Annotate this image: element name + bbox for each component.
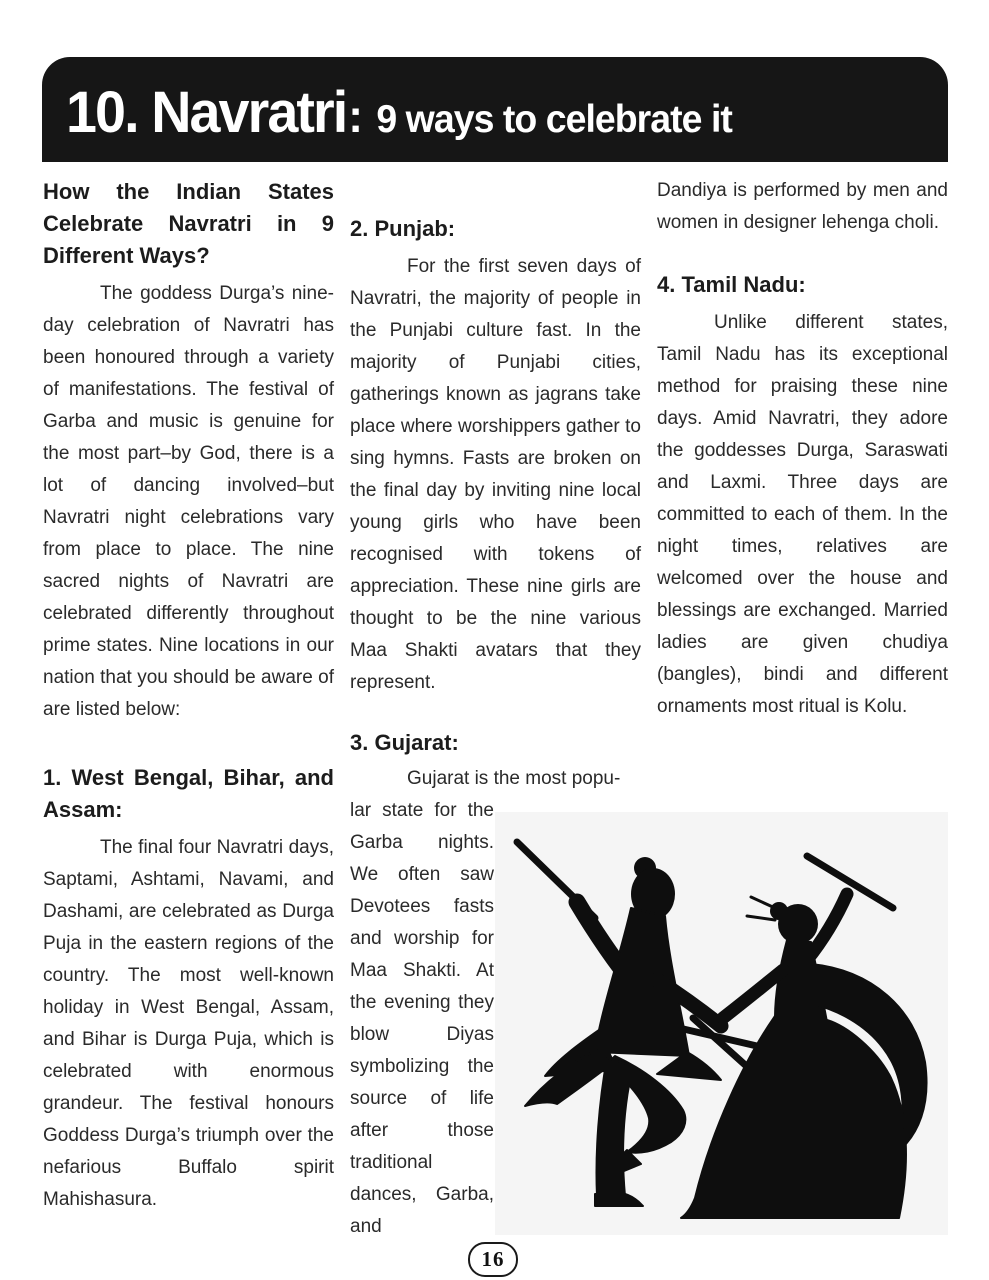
section-heading-west-bengal: 1. West Bengal, Bihar, and Assam: xyxy=(43,765,334,822)
section-paragraph-west-bengal: The final four Navratri days, Saptami, Ashtami, Navami, and Dashami, are celebrated as Durga Puja in the eastern regions of the country. The most well-known holiday in West Bengal, Assam, and Bihar is Durga Puja, which is celebrated with enormous grandeur. The festival honours Goddess Durga’s triumph over the nefarious Buffalo spirit Mahishasura. xyxy=(43,837,334,1210)
column-1 xyxy=(43,176,334,1216)
dandiya-dancers-illustration xyxy=(495,812,948,1235)
chapter-banner xyxy=(42,57,948,162)
intro-paragraph: The goddess Durga’s nine-day celebration of Navratri has been honoured through a variety of manifestations. The festival of Garba and music is genuine for the most part–by God, there is a lot of dancing involved–but Navratri night celebrations vary from place to place. The nine sacred nights of Navratri are celebrated differently throughout prime states. Nine locations in our nation that you should be aware of are listed below: xyxy=(43,283,334,720)
chapter-title-subtitle: 9 ways to celebrate it xyxy=(376,98,732,141)
section-paragraph-gujarat-wrapped: lar state for the Garba nights. We often saw Devotees fasts and worship for Maa Shakti. At the evening they blow Diyas symbolizing the source of life after those traditional dances, Garba, and xyxy=(350,800,494,1237)
section-paragraph-punjab: For the first seven days of Navratri, the majority of people in the Punjabi culture fast. In the majority of Punjabi cities, gatherings known as jagrans take place where worshippers gather to sing hymns. Fasts are broken on the final day by inviting nine local young girls who have been recognised with tokens of appreciation. These nine girls are thought to be the nine various Maa Shakti avatars that they represent. xyxy=(350,256,641,693)
section-paragraph-tamil-nadu: Unlike different states, Tamil Nadu has its exceptional method for praising these nine days. Amid Navratri, they adore the goddesses Durga, Saraswati and Laxmi. Three days are committed to each of them. In the night times, relatives are welcomed over the house and blessings are exchanged. Married ladies are given chudiya (bangles), bindi and different ornaments most ritual is Kolu. xyxy=(657,312,948,717)
chapter-title-colon: : xyxy=(348,90,363,142)
intro-heading: How the Indian States Celebrate Navratri in 9 Different Ways? xyxy=(43,179,334,268)
section-paragraph-gujarat-continued: Dandiya is performed by men and women in designer lehenga choli. xyxy=(657,180,948,233)
page-number: 16 xyxy=(481,1247,505,1271)
page-number-badge xyxy=(468,1242,518,1277)
section-paragraph-gujarat-lead: Gujarat is the most popu- xyxy=(407,768,621,789)
chapter-title xyxy=(66,79,732,146)
column-3 xyxy=(657,175,948,723)
dandiya-dancers-image xyxy=(495,812,948,1235)
chapter-title-main: 10. Navratri xyxy=(66,80,347,145)
section-heading-tamil-nadu: 4. Tamil Nadu: xyxy=(657,272,806,297)
section-heading-punjab: 2. Punjab: xyxy=(350,216,456,241)
section-heading-gujarat: 3. Gujarat: xyxy=(350,730,459,755)
